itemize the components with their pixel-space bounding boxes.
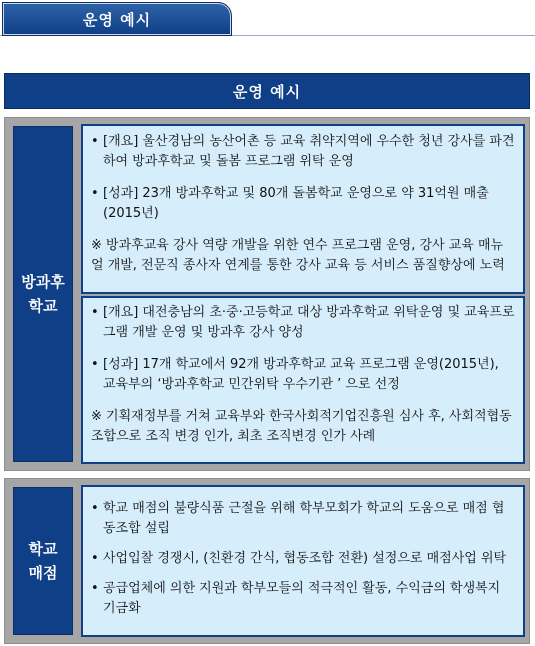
section-label-afterschool	[13, 126, 73, 462]
list-item	[91, 499, 515, 539]
page-title: 운영 예시	[232, 82, 302, 101]
list-item	[91, 355, 515, 395]
bullet: •	[91, 357, 99, 372]
bullet: •	[91, 501, 99, 516]
section-label-school-store	[13, 487, 73, 635]
section-label-line: 매점	[28, 564, 58, 582]
case-box-daejeon	[81, 296, 525, 464]
bullet: •	[91, 134, 99, 149]
list-item	[91, 579, 515, 619]
section-label-line: 학교	[28, 540, 58, 558]
note-text: ※ 방과후교육 강사 역량 개발을 위한 연수 프로그램 운영, 강사 교육 매뉴얼 개발, 전문직 종사자 연계를 통한 강사 교육 등 서비스 품질향상에 노력	[91, 238, 505, 273]
list-item-text: 사업입찰 경쟁시, (친환경 간식, 협동조합 전환) 설정으로 매점사업 위탁	[103, 551, 507, 566]
list-item	[91, 303, 515, 343]
case-box-store	[81, 485, 525, 637]
header-tab-title: 운영 예시	[82, 10, 152, 29]
list-item	[91, 549, 515, 569]
bullet: •	[91, 186, 99, 201]
bullet: •	[91, 551, 99, 566]
section-afterschool	[4, 117, 530, 471]
list-item-text: 학교 매점의 불량식품 근절을 위해 학부모회가 학교의 도움으로 매점 협동조합 설립	[103, 501, 505, 536]
case-box-ulsan	[81, 124, 525, 294]
list-item-text: [개요] 울산경남의 농산어촌 등 교육 취약지역에 우수한 청년 강사를 파견하여 방과후학교 및 돌봄 프로그램 위탁 운영	[103, 134, 515, 169]
note-item	[91, 236, 515, 276]
section-school-store	[4, 478, 530, 644]
section-label-line: 방과후	[21, 273, 65, 291]
note-item	[91, 407, 515, 447]
bullet: •	[91, 581, 99, 596]
list-item-text: [개요] 대전충남의 초·중·고등학교 대상 방과후학교 위탁운영 및 교육프로그램 개발 운영 및 방과후 강사 양성	[103, 305, 515, 340]
header-tab-bar	[0, 0, 535, 40]
section-label-line: 학교	[28, 297, 58, 315]
bullet: •	[91, 305, 99, 320]
list-item-text: [성과] 17개 학교에서 92개 방과후학교 교육 프로그램 운영(2015년), 교육부의 ‘방과후학교 민간위탁 우수기관 ’ 으로 선정	[103, 357, 499, 392]
list-item-text: 공급업체에 의한 지원과 학부모들의 적극적인 활동, 수익금의 학생복지 기금화	[103, 581, 501, 616]
note-text: ※ 기획재정부를 거쳐 교육부와 한국사회적기업진흥원 심사 후, 사회적협동조합으로 조직 변경 인가, 최초 조직변경 인가 사례	[91, 409, 512, 444]
list-item-text: [성과] 23개 방과후학교 및 80개 돌봄학교 운영으로 약 31억원 매출(2015년)	[103, 186, 489, 221]
list-item	[91, 132, 515, 172]
section-title-bar	[4, 73, 530, 109]
list-item	[91, 184, 515, 224]
header-tab	[2, 2, 232, 36]
